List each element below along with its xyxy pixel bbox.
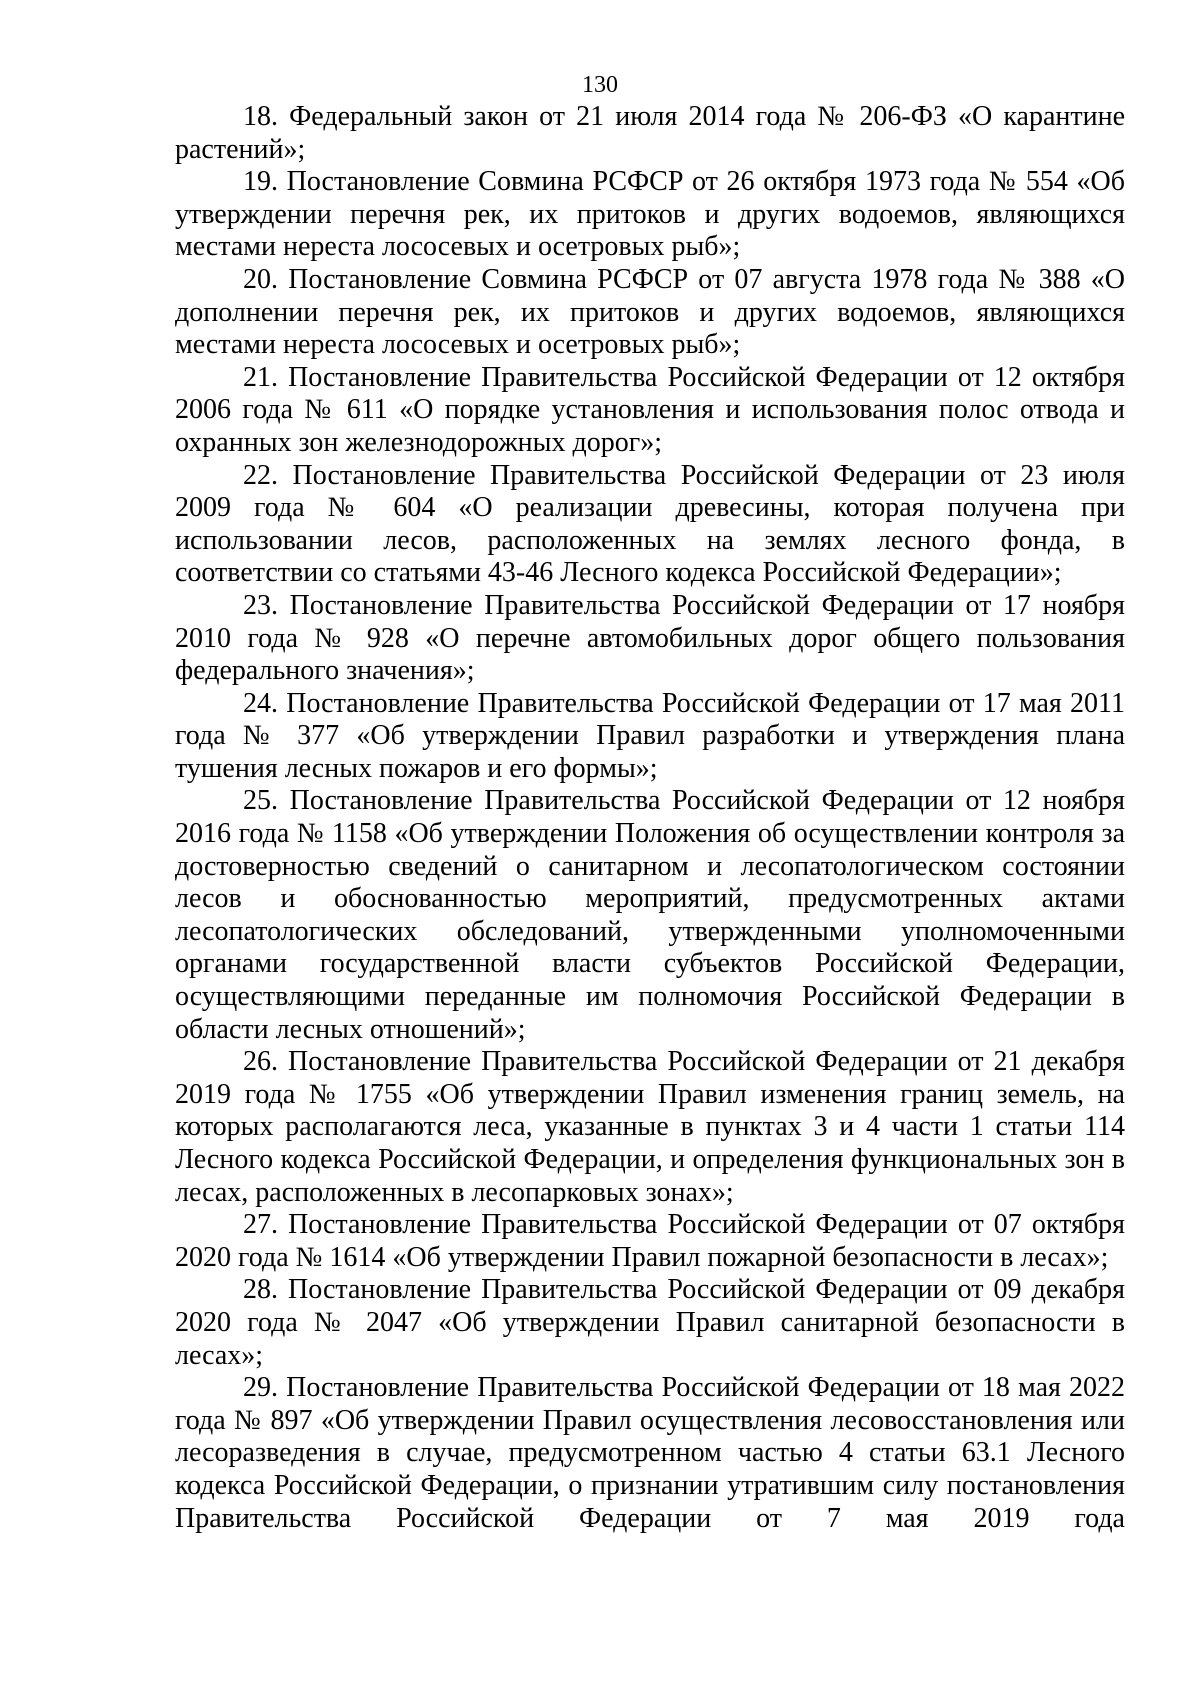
- list-item-18: 18. Федеральный закон от 21 июля 2014 года № 206-ФЗ «О карантине растений»;: [175, 101, 1125, 165]
- list-item-19: 19. Постановление Совмина РСФСР от 26 октября 1973 года № 554 «Об утверждении перечня рек, их притоков и других водоемов, являющихся местами нереста лососевых и осетровых рыб»;: [175, 166, 1125, 263]
- list-item-22: 22. Постановление Правительства Российской Федерации от 23 июля 2009 года № 604 «О реализации древесины, которая получена при использовании лесов, расположенных на землях лесного фонда, в соответствии со статьями 43-46 Лесного кодекса Российской Федерации»;: [175, 459, 1125, 589]
- page-number: 130: [582, 72, 618, 98]
- list-item-27: 27. Постановление Правительства Российской Федерации от 07 октября 2020 года № 1614 «Об утверждении Правил пожарной безопасности в лесах»;: [175, 1209, 1125, 1273]
- document-body: [175, 101, 1125, 1535]
- list-item-23: 23. Постановление Правительства Российской Федерации от 17 ноября 2010 года № 928 «О перечне автомобильных дорог общего пользования федерального значения»;: [175, 589, 1125, 687]
- list-item-26: 26. Постановление Правительства Российской Федерации от 21 декабря 2019 года № 1755 «Об утверждении Правил изменения границ земель, на которых располагаются леса, указанные в пунктах 3 и 4 части 1 статьи 114 Лесного кодекса Российской Федерации, и определения функциональных зон в лесах, расположенных в лесопарковых зонах»;: [175, 1046, 1125, 1208]
- list-item-29: 29. Постановление Правительства Российской Федерации от 18 мая 2022 года № 897 «Об утверждении Правил осуществления лесовосстановления или лесоразведения в случае, предусмотренном частью 4 статьи 63.1 Лесного кодекса Российской Федерации, о признании утратившим силу постановления Правительства Российской Федерации от 7 мая 2019 года: [175, 1372, 1125, 1534]
- list-item-24: 24. Постановление Правительства Российской Федерации от 17 мая 2011 года № 377 «Об утверждении Правил разработки и утверждения плана тушения лесных пожаров и его формы»;: [175, 687, 1125, 784]
- list-item-25: 25. Постановление Правительства Российской Федерации от 12 ноября 2016 года № 1158 «Об утверждении Положения об осуществлении контроля за достоверностью сведений о санитарном и лесопатологическом состоянии лесов и обоснованностью мероприятий, предусмотренных актами лесопатологических обследований, утвержденными уполномоченными органами государственной власти субъектов Российской Федерации, осуществляющими переданные им полномочия Российской Федерации в области лесных отношений»;: [175, 785, 1125, 1045]
- list-item-28: 28. Постановление Правительства Российской Федерации от 09 декабря 2020 года № 2047 «Об утверждении Правил санитарной безопасности в лесах»;: [175, 1274, 1125, 1371]
- list-item-20: 20. Постановление Совмина РСФСР от 07 августа 1978 года № 388 «О дополнении перечня рек, их притоков и других водоемов, являющихся местами нереста лососевых и осетровых рыб»;: [175, 263, 1125, 361]
- list-item-21: 21. Постановление Правительства Российской Федерации от 12 октября 2006 года № 611 «О порядке установления и использования полос отвода и охранных зон железнодорожных дорог»;: [175, 361, 1125, 458]
